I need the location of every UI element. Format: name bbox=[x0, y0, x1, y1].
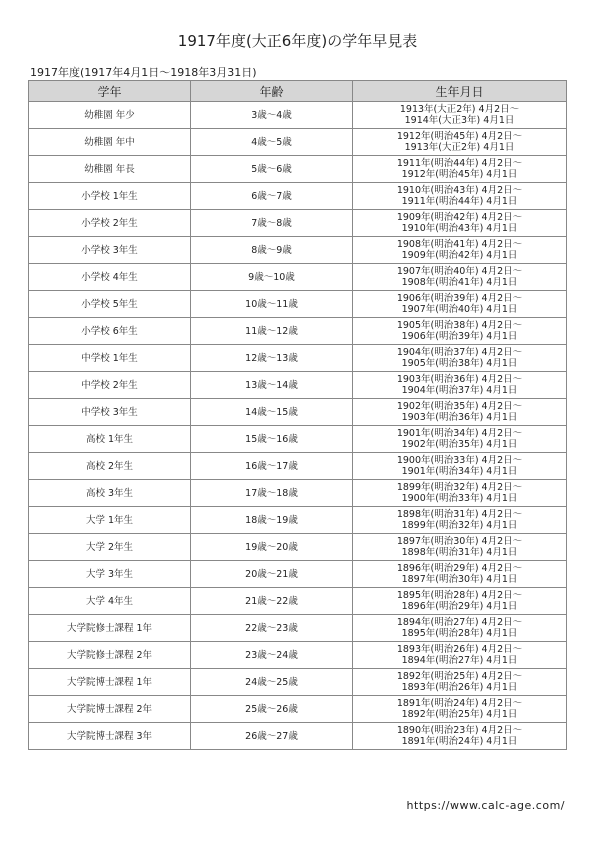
dob-cell bbox=[353, 156, 567, 183]
table-row bbox=[29, 237, 567, 264]
age-cell: 12歳〜13歳 bbox=[191, 345, 353, 372]
table-row bbox=[29, 588, 567, 615]
dob-to: 1891年(明治24年) 4月1日 bbox=[401, 736, 518, 747]
dob-cell bbox=[353, 237, 567, 264]
dob-to: 1897年(明治30年) 4月1日 bbox=[401, 574, 518, 585]
dob-from: 1898年(明治31年) 4月2日〜 bbox=[396, 509, 523, 520]
grade-cell: 幼稚園 年少 bbox=[29, 102, 191, 129]
dob-to: 1908年(明治41年) 4月1日 bbox=[401, 277, 518, 288]
dob-to: 1911年(明治44年) 4月1日 bbox=[401, 196, 518, 207]
dob-to: 1907年(明治40年) 4月1日 bbox=[401, 304, 518, 315]
table-row bbox=[29, 129, 567, 156]
dob-to: 1909年(明治42年) 4月1日 bbox=[401, 250, 518, 261]
dob-cell bbox=[353, 372, 567, 399]
fiscal-year-range: 1917年度(1917年4月1日〜1918年3月31日) bbox=[30, 66, 257, 79]
source-url: https://www.calc-age.com/ bbox=[406, 799, 565, 812]
age-cell: 5歳〜6歳 bbox=[191, 156, 353, 183]
dob-from: 1902年(明治35年) 4月2日〜 bbox=[396, 401, 523, 412]
dob-to: 1901年(明治34年) 4月1日 bbox=[401, 466, 518, 477]
grade-cell: 小学校 4年生 bbox=[29, 264, 191, 291]
grade-cell: 大学院修士課程 1年 bbox=[29, 615, 191, 642]
dob-to: 1903年(明治36年) 4月1日 bbox=[401, 412, 518, 423]
dob-to: 1900年(明治33年) 4月1日 bbox=[401, 493, 518, 504]
age-cell: 9歳〜10歳 bbox=[191, 264, 353, 291]
grade-cell: 中学校 2年生 bbox=[29, 372, 191, 399]
age-cell: 16歳〜17歳 bbox=[191, 453, 353, 480]
dob-cell bbox=[353, 561, 567, 588]
dob-cell bbox=[353, 534, 567, 561]
page-title: 1917年度(大正6年度)の学年早見表 bbox=[177, 32, 418, 50]
dob-cell bbox=[353, 183, 567, 210]
age-cell: 18歳〜19歳 bbox=[191, 507, 353, 534]
grade-cell: 大学院博士課程 2年 bbox=[29, 696, 191, 723]
grade-cell: 高校 3年生 bbox=[29, 480, 191, 507]
dob-from: 1901年(明治34年) 4月2日〜 bbox=[396, 428, 523, 439]
grade-cell: 小学校 6年生 bbox=[29, 318, 191, 345]
grade-cell: 幼稚園 年長 bbox=[29, 156, 191, 183]
grade-cell: 大学 2年生 bbox=[29, 534, 191, 561]
grade-cell: 大学 3年生 bbox=[29, 561, 191, 588]
table-header-row bbox=[29, 81, 567, 102]
dob-cell bbox=[353, 669, 567, 696]
dob-from: 1912年(明治45年) 4月2日〜 bbox=[396, 131, 523, 142]
table-row bbox=[29, 318, 567, 345]
table-row bbox=[29, 345, 567, 372]
table-row bbox=[29, 399, 567, 426]
dob-to: 1912年(明治45年) 4月1日 bbox=[401, 169, 518, 180]
dob-cell bbox=[353, 264, 567, 291]
table-row bbox=[29, 210, 567, 237]
age-cell: 10歳〜11歳 bbox=[191, 291, 353, 318]
grade-cell: 大学院博士課程 3年 bbox=[29, 723, 191, 750]
dob-cell bbox=[353, 507, 567, 534]
dob-to: 1904年(明治37年) 4月1日 bbox=[401, 385, 518, 396]
age-cell: 19歳〜20歳 bbox=[191, 534, 353, 561]
dob-cell bbox=[353, 291, 567, 318]
table-row bbox=[29, 264, 567, 291]
table-row bbox=[29, 426, 567, 453]
grade-cell: 大学 1年生 bbox=[29, 507, 191, 534]
dob-from: 1903年(明治36年) 4月2日〜 bbox=[396, 374, 523, 385]
table-row bbox=[29, 615, 567, 642]
grade-cell: 大学院博士課程 1年 bbox=[29, 669, 191, 696]
header-dob: 生年月日 bbox=[353, 81, 567, 102]
dob-from: 1900年(明治33年) 4月2日〜 bbox=[396, 455, 523, 466]
grade-table bbox=[28, 80, 567, 750]
dob-to: 1899年(明治32年) 4月1日 bbox=[401, 520, 518, 531]
dob-from: 1895年(明治28年) 4月2日〜 bbox=[396, 590, 523, 601]
dob-from: 1894年(明治27年) 4月2日〜 bbox=[396, 617, 523, 628]
table-body bbox=[29, 102, 567, 750]
age-cell: 17歳〜18歳 bbox=[191, 480, 353, 507]
age-cell: 22歳〜23歳 bbox=[191, 615, 353, 642]
dob-from: 1908年(明治41年) 4月2日〜 bbox=[396, 239, 523, 250]
dob-to: 1898年(明治31年) 4月1日 bbox=[401, 547, 518, 558]
dob-to: 1913年(大正2年) 4月1日 bbox=[404, 142, 515, 153]
grade-cell: 小学校 3年生 bbox=[29, 237, 191, 264]
age-cell: 4歳〜5歳 bbox=[191, 129, 353, 156]
dob-cell bbox=[353, 318, 567, 345]
dob-cell bbox=[353, 642, 567, 669]
table-row bbox=[29, 102, 567, 129]
dob-cell bbox=[353, 588, 567, 615]
dob-cell bbox=[353, 129, 567, 156]
dob-from: 1911年(明治44年) 4月2日〜 bbox=[396, 158, 523, 169]
grade-cell: 幼稚園 年中 bbox=[29, 129, 191, 156]
dob-from: 1909年(明治42年) 4月2日〜 bbox=[396, 212, 523, 223]
dob-cell bbox=[353, 210, 567, 237]
dob-cell bbox=[353, 453, 567, 480]
table-row bbox=[29, 291, 567, 318]
dob-from: 1891年(明治24年) 4月2日〜 bbox=[396, 698, 523, 709]
dob-from: 1907年(明治40年) 4月2日〜 bbox=[396, 266, 523, 277]
dob-cell bbox=[353, 426, 567, 453]
dob-cell bbox=[353, 399, 567, 426]
grade-cell: 中学校 1年生 bbox=[29, 345, 191, 372]
table-row bbox=[29, 669, 567, 696]
age-cell: 20歳〜21歳 bbox=[191, 561, 353, 588]
dob-to: 1896年(明治29年) 4月1日 bbox=[401, 601, 518, 612]
header-grade: 学年 bbox=[29, 81, 191, 102]
dob-from: 1896年(明治29年) 4月2日〜 bbox=[396, 563, 523, 574]
age-cell: 7歳〜8歳 bbox=[191, 210, 353, 237]
grade-cell: 中学校 3年生 bbox=[29, 399, 191, 426]
dob-from: 1890年(明治23年) 4月2日〜 bbox=[396, 725, 523, 736]
grade-cell: 大学院修士課程 2年 bbox=[29, 642, 191, 669]
age-cell: 15歳〜16歳 bbox=[191, 426, 353, 453]
dob-to: 1906年(明治39年) 4月1日 bbox=[401, 331, 518, 342]
age-cell: 8歳〜9歳 bbox=[191, 237, 353, 264]
dob-from: 1905年(明治38年) 4月2日〜 bbox=[396, 320, 523, 331]
dob-from: 1899年(明治32年) 4月2日〜 bbox=[396, 482, 523, 493]
dob-to: 1914年(大正3年) 4月1日 bbox=[404, 115, 515, 126]
age-cell: 14歳〜15歳 bbox=[191, 399, 353, 426]
dob-from: 1893年(明治26年) 4月2日〜 bbox=[396, 644, 523, 655]
age-cell: 21歳〜22歳 bbox=[191, 588, 353, 615]
grade-cell: 小学校 1年生 bbox=[29, 183, 191, 210]
table-row bbox=[29, 723, 567, 750]
dob-cell bbox=[353, 615, 567, 642]
dob-cell bbox=[353, 696, 567, 723]
dob-from: 1910年(明治43年) 4月2日〜 bbox=[396, 185, 523, 196]
dob-to: 1892年(明治25年) 4月1日 bbox=[401, 709, 518, 720]
dob-to: 1895年(明治28年) 4月1日 bbox=[401, 628, 518, 639]
dob-cell bbox=[353, 345, 567, 372]
age-cell: 25歳〜26歳 bbox=[191, 696, 353, 723]
table-row bbox=[29, 561, 567, 588]
table-row bbox=[29, 534, 567, 561]
table-row bbox=[29, 696, 567, 723]
table-row bbox=[29, 480, 567, 507]
dob-to: 1905年(明治38年) 4月1日 bbox=[401, 358, 518, 369]
age-cell: 24歳〜25歳 bbox=[191, 669, 353, 696]
dob-from: 1904年(明治37年) 4月2日〜 bbox=[396, 347, 523, 358]
table-row bbox=[29, 507, 567, 534]
age-cell: 3歳〜4歳 bbox=[191, 102, 353, 129]
table-row bbox=[29, 453, 567, 480]
dob-from: 1913年(大正2年) 4月2日〜 bbox=[399, 104, 520, 115]
age-cell: 26歳〜27歳 bbox=[191, 723, 353, 750]
table-row bbox=[29, 642, 567, 669]
grade-cell: 高校 2年生 bbox=[29, 453, 191, 480]
table-row bbox=[29, 156, 567, 183]
dob-to: 1894年(明治27年) 4月1日 bbox=[401, 655, 518, 666]
header-age: 年齢 bbox=[191, 81, 353, 102]
age-cell: 13歳〜14歳 bbox=[191, 372, 353, 399]
age-cell: 6歳〜7歳 bbox=[191, 183, 353, 210]
grade-cell: 小学校 5年生 bbox=[29, 291, 191, 318]
dob-to: 1902年(明治35年) 4月1日 bbox=[401, 439, 518, 450]
dob-cell bbox=[353, 723, 567, 750]
dob-to: 1910年(明治43年) 4月1日 bbox=[401, 223, 518, 234]
dob-to: 1893年(明治26年) 4月1日 bbox=[401, 682, 518, 693]
dob-cell bbox=[353, 480, 567, 507]
grade-cell: 小学校 2年生 bbox=[29, 210, 191, 237]
grade-cell: 大学 4年生 bbox=[29, 588, 191, 615]
dob-cell bbox=[353, 102, 567, 129]
grade-cell: 高校 1年生 bbox=[29, 426, 191, 453]
dob-from: 1892年(明治25年) 4月2日〜 bbox=[396, 671, 523, 682]
dob-from: 1897年(明治30年) 4月2日〜 bbox=[396, 536, 523, 547]
age-cell: 23歳〜24歳 bbox=[191, 642, 353, 669]
age-cell: 11歳〜12歳 bbox=[191, 318, 353, 345]
table-row bbox=[29, 372, 567, 399]
dob-from: 1906年(明治39年) 4月2日〜 bbox=[396, 293, 523, 304]
table-row bbox=[29, 183, 567, 210]
